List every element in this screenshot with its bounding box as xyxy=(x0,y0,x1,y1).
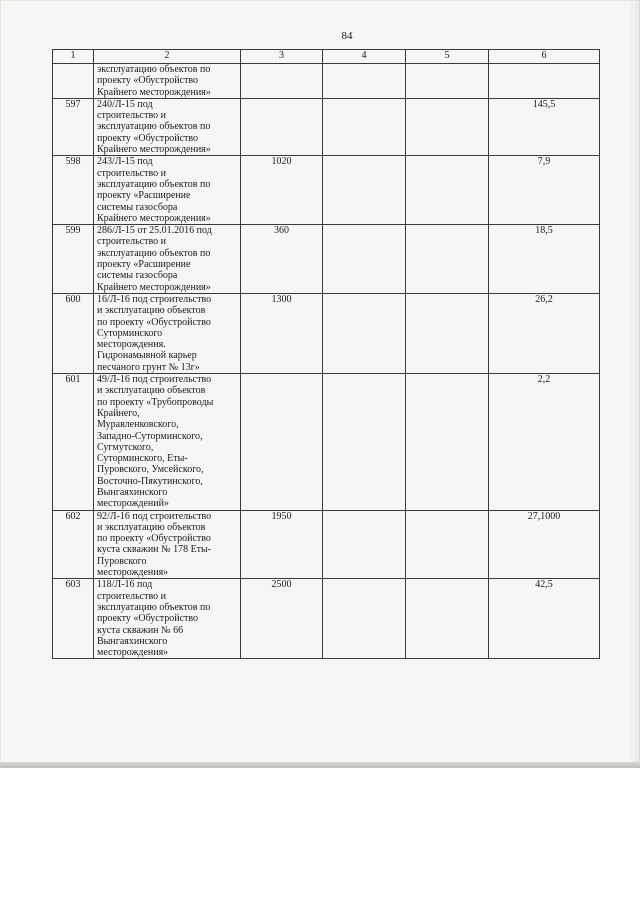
row-description-cell: 118/Л-16 под строительство и эксплуатацию объектов по проекту «Обустройство куста скважин № 66 Вынгаяхинского месторождения» xyxy=(94,579,241,659)
column-5-cell xyxy=(406,98,489,155)
row-description-cell: 286/Л-15 от 25.01.2016 под строительство и эксплуатацию объектов по проекту «Расширение системы газосбора Крайнего месторождения» xyxy=(94,225,241,294)
row-description-cell: 243/Л-15 под строительство и эксплуатацию объектов по проекту «Расширение системы газосбора Крайнего месторождения» xyxy=(94,156,241,225)
table-row xyxy=(53,156,600,225)
column-6-cell: 18,5 xyxy=(489,225,600,294)
row-description-cell: 240/Л-15 под строительство и эксплуатацию объектов по проекту «Обустройство Крайнего месторождения» xyxy=(94,98,241,155)
column-header-6: 6 xyxy=(489,50,600,64)
scan-shadow xyxy=(628,0,640,768)
column-5-cell xyxy=(406,64,489,99)
row-number-cell: 597 xyxy=(53,98,94,155)
column-3-cell xyxy=(241,64,323,99)
column-5-cell xyxy=(406,225,489,294)
column-6-cell: 42,5 xyxy=(489,579,600,659)
column-header-3: 3 xyxy=(241,50,323,64)
row-description-cell: 16/Л-16 под строительство и эксплуатацию объектов по проекту «Обустройство Суторминского месторождения. Гидронамывной карьер песчаного грунт № 13г» xyxy=(94,293,241,373)
column-header-5: 5 xyxy=(406,50,489,64)
column-number-header-row xyxy=(53,50,600,64)
column-3-cell xyxy=(241,98,323,155)
scan-bottom-edge xyxy=(0,762,640,768)
column-5-cell xyxy=(406,293,489,373)
row-number-cell: 603 xyxy=(53,579,94,659)
row-description-cell: 92/Л-16 под строительство и эксплуатацию объектов по проекту «Обустройство куста скважин № 178 Еты- Пуровского месторождения» xyxy=(94,510,241,579)
column-3-cell: 360 xyxy=(241,225,323,294)
column-header-2: 2 xyxy=(94,50,241,64)
page-number: 84 xyxy=(341,30,353,42)
column-5-cell xyxy=(406,374,489,511)
column-5-cell xyxy=(406,510,489,579)
column-4-cell xyxy=(323,579,406,659)
column-header-4: 4 xyxy=(323,50,406,64)
column-4-cell xyxy=(323,225,406,294)
table-row xyxy=(53,293,600,373)
table-row xyxy=(53,510,600,579)
table-row xyxy=(53,374,600,511)
column-6-cell xyxy=(489,64,600,99)
column-4-cell xyxy=(323,156,406,225)
row-number-cell: 601 xyxy=(53,374,94,511)
column-3-cell: 1950 xyxy=(241,510,323,579)
column-4-cell xyxy=(323,98,406,155)
column-6-cell: 7,9 xyxy=(489,156,600,225)
column-6-cell: 2,2 xyxy=(489,374,600,511)
table-row xyxy=(53,225,600,294)
land-plot-table xyxy=(52,49,600,659)
column-4-cell xyxy=(323,510,406,579)
column-3-cell: 1300 xyxy=(241,293,323,373)
column-6-cell: 27,1000 xyxy=(489,510,600,579)
column-4-cell xyxy=(323,374,406,511)
column-5-cell xyxy=(406,156,489,225)
table-row xyxy=(53,579,600,659)
row-description-cell: эксплуатацию объектов по проекту «Обустройство Крайнего месторождения» xyxy=(94,64,241,99)
column-6-cell: 145,5 xyxy=(489,98,600,155)
column-4-cell xyxy=(323,64,406,99)
column-3-cell xyxy=(241,374,323,511)
table-row xyxy=(53,98,600,155)
column-3-cell: 1020 xyxy=(241,156,323,225)
row-number-cell: 602 xyxy=(53,510,94,579)
row-number-cell: 600 xyxy=(53,293,94,373)
column-4-cell xyxy=(323,293,406,373)
column-3-cell: 2500 xyxy=(241,579,323,659)
row-number-cell: 598 xyxy=(53,156,94,225)
column-6-cell: 26,2 xyxy=(489,293,600,373)
row-description-cell: 49/Л-16 под строительство и эксплуатацию объектов по проекту «Трубопроводы Крайнего, Муравленковского, Западно-Суторминского, Сугмутского, Суторминского, Еты- Пуровского, Умсейского, Восточно-Пякутинского, Вынгаяхинского месторождений» xyxy=(94,374,241,511)
column-5-cell xyxy=(406,579,489,659)
row-number-cell xyxy=(53,64,94,99)
row-number-cell: 599 xyxy=(53,225,94,294)
table-row-continuation xyxy=(53,64,600,99)
column-header-1: 1 xyxy=(53,50,94,64)
